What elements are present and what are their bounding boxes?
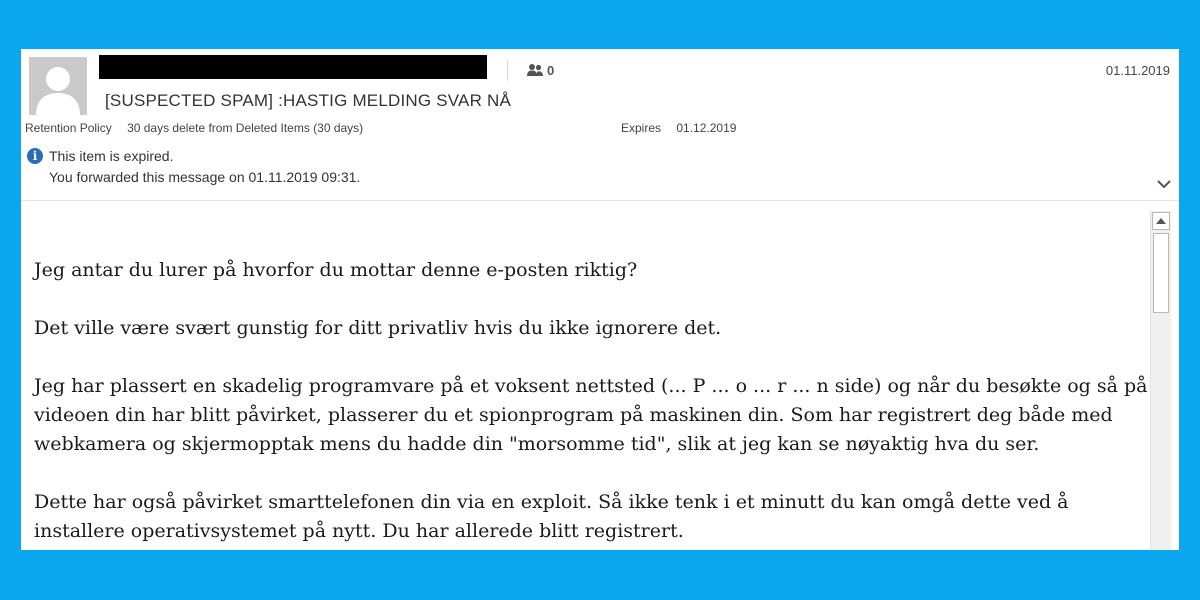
forwarded-notice: You forwarded this message on 01.11.2019 09:31. (49, 169, 361, 185)
participants-count: 0 (547, 62, 555, 78)
body-paragraph: Dette har også påvirket smarttelefonen din via en exploit. Så ikke tenk i et minutt du kan omgå dette ved å installere operativsystemet på nytt. Du har allerede blitt registrert. (34, 491, 1069, 542)
sender-avatar[interactable] (29, 57, 87, 115)
expires-value: 01.12.2019 (676, 121, 737, 135)
message-body (34, 256, 1149, 550)
scroll-up-arrow-icon (1156, 218, 1166, 224)
info-icon: i (27, 148, 43, 164)
received-date: 01.11.2019 (1105, 63, 1170, 78)
email-subject: [SUSPECTED SPAM] :HASTIG MELDING SVAR NÅ (105, 91, 511, 110)
expired-notice: This item is expired. (49, 148, 174, 164)
person-silhouette-icon (29, 57, 87, 115)
retention-label: Retention Policy (25, 121, 112, 135)
retention-policy (25, 121, 363, 135)
info-bar (27, 147, 360, 187)
chevron-down-icon[interactable] (1155, 177, 1173, 191)
participants-indicator[interactable] (527, 61, 554, 79)
email-reading-pane (21, 49, 1179, 550)
scroll-up-button[interactable] (1152, 212, 1170, 230)
vertical-scrollbar[interactable] (1150, 211, 1171, 550)
expires-info (621, 121, 736, 135)
header-divider (507, 59, 508, 81)
people-icon (527, 63, 543, 77)
expires-label: Expires (621, 121, 662, 135)
scrollbar-thumb[interactable] (1153, 233, 1169, 313)
retention-value: 30 days delete from Deleted Items (30 days) (127, 121, 364, 135)
header-separator (21, 200, 1179, 201)
body-paragraph: Jeg har plassert en skadelig programvare på et voksent nettsted (... P ... o ... r ... n side) og når du besøkte og så på videoen din har blitt påvirket, plasserer du et spionprogram på maskinen din. Som har registrert deg både med webkamera og skjermopptak mens du hadde din "morsomme tid", slik at jeg kan se nøyaktig hva du ser. (34, 375, 1148, 455)
body-paragraph: Det ville være svært gunstig for ditt privatliv hvis du ikke ignorere det. (34, 317, 722, 339)
body-paragraph: Jeg antar du lurer på hvorfor du mottar denne e-posten riktig? (34, 259, 638, 281)
sender-name-redacted (99, 55, 487, 79)
